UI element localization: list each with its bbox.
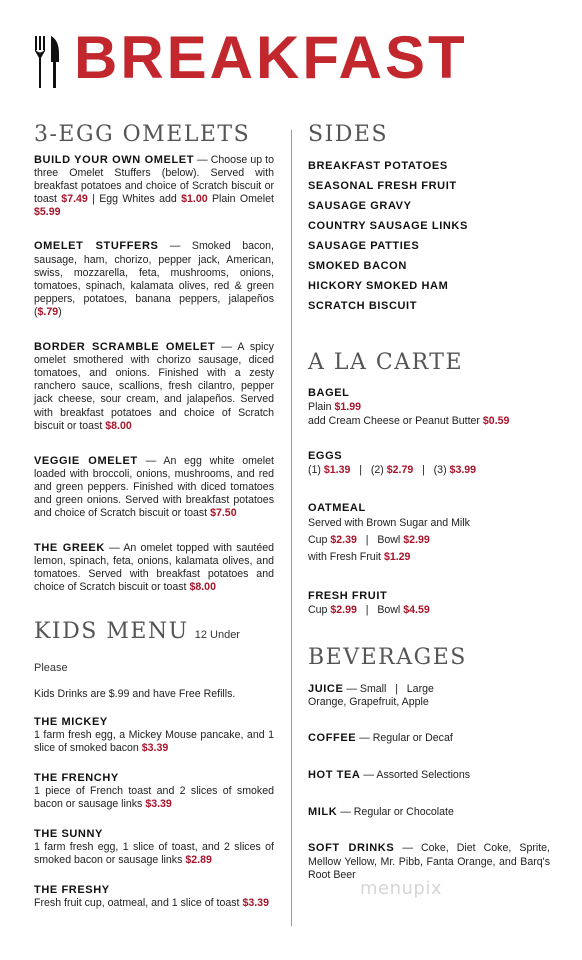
bagel-plain bbox=[308, 400, 550, 414]
page-title: BREAKFAST bbox=[74, 24, 468, 91]
kids-menu-heading: KIDS MENU bbox=[34, 618, 189, 644]
item-name: FRESH FRUIT bbox=[308, 590, 388, 602]
oatmeal-cup-label: Cup bbox=[308, 534, 331, 546]
oatmeal-desc: Served with Brown Sugar and Milk bbox=[308, 517, 470, 529]
item-desc: — Assorted Selections bbox=[360, 769, 471, 782]
oatmeal-bowl-price: $2.99 bbox=[403, 534, 430, 546]
oatmeal-cup-price: $2.39 bbox=[330, 534, 357, 546]
side-item: COUNTRY SAUSAGE LINKS bbox=[308, 220, 468, 232]
item-desc-extra: | Egg Whites add bbox=[87, 193, 182, 206]
item-desc-tail: ) bbox=[58, 305, 62, 318]
item-name: COFFEE bbox=[308, 732, 357, 745]
item-desc: — Choose up to three Omelet Stuffers (below). Served with breakfast potatoes and choice of Scratch biscuit or toast bbox=[34, 154, 275, 206]
alacarte-fresh-fruit bbox=[308, 589, 550, 617]
alacarte-eggs bbox=[308, 449, 550, 477]
item-desc: — A spicy omelet smothered with chorizo sausage, diced tomatoes, and onions. Finished with a zesty ranchero sauce, scallions, fresh cilantro, pepper jack cheese, sour cream, and jalapeños. Served with breakfast potatoes and choice of Scratch biscuit or toast bbox=[34, 341, 274, 432]
beverage-hot-tea bbox=[308, 769, 550, 782]
item-name: THE MICKEY bbox=[34, 715, 108, 728]
right-column bbox=[308, 120, 550, 882]
sides-list bbox=[308, 156, 550, 316]
eggs-prices bbox=[308, 463, 550, 477]
omelets-title: 3-EGG OMELETS bbox=[34, 122, 251, 147]
item-desc: 1 farm fresh egg, a Mickey Mouse pancake, and 1 slice of smoked bacon bbox=[34, 728, 274, 754]
item-desc: — An omelet topped with sautéed lemon, spinach, feta, onions, kalamata olives, and tomatoes. Served with breakfast potatoes and choice of Scratch biscuit or toast bbox=[34, 542, 274, 594]
item-price: $8.00 bbox=[105, 419, 132, 432]
oatmeal-fruit-label: with Fresh Fruit bbox=[308, 551, 384, 563]
item-name: THE GREEK bbox=[34, 542, 105, 555]
item-name: BORDER SCRAMBLE OMELET bbox=[34, 341, 216, 354]
eggs-price3: $3.99 bbox=[449, 464, 477, 476]
beverage-soft-drinks bbox=[308, 842, 550, 881]
beverage-juice bbox=[308, 683, 550, 709]
bagel-plain-label: Plain bbox=[308, 401, 335, 413]
item-desc: — Regular or Chocolate bbox=[337, 806, 454, 819]
fruit-cup-label: Cup bbox=[308, 604, 331, 616]
side-item: SMOKED BACON bbox=[308, 260, 407, 272]
item-desc: Fresh fruit cup, oatmeal, and 1 slice of toast bbox=[34, 897, 243, 910]
kids-item-freshy bbox=[34, 884, 274, 910]
item-name: BUILD YOUR OWN OMELET bbox=[34, 154, 195, 166]
item-price: $7.49 bbox=[61, 193, 88, 206]
side-item: HICKORY SMOKED HAM bbox=[308, 280, 449, 292]
fruit-prices bbox=[308, 603, 550, 617]
item-name: THE FRESHY bbox=[34, 884, 110, 897]
beverage-coffee bbox=[308, 732, 550, 745]
sides-title: SIDES bbox=[308, 122, 389, 147]
item-desc: 1 farm fresh egg, 1 slice of toast, and 2 slices of smoked bacon or sausage links bbox=[34, 841, 274, 867]
menu-item-border-scramble bbox=[34, 341, 274, 433]
menu-item-the-greek bbox=[34, 542, 274, 594]
eggs-price1: $1.39 bbox=[323, 464, 351, 476]
alacarte-bagel bbox=[308, 386, 550, 428]
item-desc: — Regular or Decaf bbox=[356, 732, 453, 745]
item-desc: — Smoked bacon, sausage, ham, chorizo, pepper jack, American, swiss, mozzarella, feta, mushrooms, onions, tomatoes, spinach, kalamata olives, red & green peppers, potatoes, banana peppers, jalapeños ( bbox=[34, 240, 274, 318]
item-name: HOT TEA bbox=[308, 769, 361, 782]
eggs-price2: $2.79 bbox=[386, 464, 414, 476]
kids-menu-subtitle: 12 Under Please bbox=[34, 628, 240, 674]
menu-header bbox=[34, 24, 554, 91]
plain-omelet-price: $5.99 bbox=[34, 206, 61, 219]
kids-item-mickey bbox=[34, 716, 274, 755]
side-item: SEASONAL FRESH FRUIT bbox=[308, 180, 457, 192]
bagel-add-price: $0.59 bbox=[482, 415, 510, 427]
kids-item-frenchy bbox=[34, 772, 274, 811]
menu-item-omelet-stuffers bbox=[34, 240, 274, 319]
fruit-bowl-label: | Bowl bbox=[356, 604, 404, 616]
watermark: menupix bbox=[360, 878, 443, 899]
oatmeal-fruit bbox=[308, 549, 550, 566]
egg-white-price: $1.00 bbox=[181, 193, 208, 206]
item-price: $8.00 bbox=[189, 581, 216, 594]
column-divider bbox=[291, 130, 292, 926]
side-item: BREAKFAST POTATOES bbox=[308, 160, 448, 172]
item-desc: — Small | Large bbox=[343, 683, 434, 695]
kids-menu-title bbox=[34, 617, 274, 683]
oatmeal-prices bbox=[308, 532, 550, 549]
oatmeal-fruit-price: $1.29 bbox=[383, 551, 411, 563]
item-name: SOFT DRINKS bbox=[308, 842, 395, 855]
side-item: SAUSAGE PATTIES bbox=[308, 240, 420, 252]
item-price: $3.39 bbox=[141, 741, 169, 754]
item-price: $.79 bbox=[37, 305, 59, 318]
plain-omelet-label: Plain Omelet bbox=[207, 193, 274, 206]
item-name: VEGGIE OMELET bbox=[34, 454, 138, 467]
kids-item-sunny bbox=[34, 828, 274, 867]
item-price: $2.89 bbox=[185, 854, 212, 867]
menu-item-veggie-omelet bbox=[34, 455, 274, 520]
item-name: EGGS bbox=[308, 450, 343, 462]
eggs-opt2: | (2) bbox=[350, 464, 387, 476]
fruit-bowl-price: $4.59 bbox=[403, 604, 430, 616]
item-name: OATMEAL bbox=[308, 502, 366, 514]
kids-drinks-note: Kids Drinks are $.99 and have Free Refills. bbox=[34, 687, 236, 700]
item-name: THE SUNNY bbox=[34, 828, 103, 841]
beverage-milk bbox=[308, 806, 550, 819]
item-name: MILK bbox=[308, 806, 338, 819]
oatmeal-bowl-label: | Bowl bbox=[356, 534, 404, 546]
alacarte-title: A LA CARTE bbox=[308, 350, 464, 375]
side-item: SCRATCH BISCUIT bbox=[308, 300, 418, 312]
side-item: SAUSAGE GRAVY bbox=[308, 200, 412, 212]
fruit-cup-price: $2.99 bbox=[330, 604, 357, 616]
left-column bbox=[34, 120, 274, 911]
item-name: OMELET STUFFERS bbox=[34, 240, 159, 253]
fork-knife-icon bbox=[34, 36, 62, 88]
item-price: $7.50 bbox=[210, 507, 237, 520]
beverages-title: BEVERAGES bbox=[308, 645, 467, 670]
menu-item-build-omelet bbox=[34, 154, 274, 219]
bagel-add bbox=[308, 414, 550, 428]
item-price: $3.39 bbox=[242, 897, 269, 910]
eggs-opt3: | (3) bbox=[413, 464, 450, 476]
bagel-add-label: add Cream Cheese or Peanut Butter bbox=[308, 415, 483, 427]
item-desc: — Coke, Diet Coke, Sprite, Mellow Yellow, Mr. Pibb, Fanta Orange, and Barq's Root Beer bbox=[308, 842, 550, 881]
item-desc: — An egg white omelet loaded with broccoli, onions, mushrooms, and red and green peppers. Finished with diced tomatoes and green onions. Served with breakfast potatoes and choice of Scratch biscuit or toast bbox=[34, 454, 274, 520]
item-name: JUICE bbox=[308, 683, 344, 695]
alacarte-oatmeal bbox=[308, 501, 550, 566]
item-price: $3.39 bbox=[145, 798, 172, 810]
juice-flavors: Orange, Grapefruit, Apple bbox=[308, 696, 429, 709]
item-name: THE FRENCHY bbox=[34, 771, 119, 784]
item-name: BAGEL bbox=[308, 387, 350, 399]
eggs-opt1: (1) bbox=[308, 464, 324, 476]
item-desc: 1 piece of French toast and 2 slices of smoked bacon or sausage links bbox=[34, 784, 274, 810]
bagel-plain-price: $1.99 bbox=[334, 401, 362, 413]
